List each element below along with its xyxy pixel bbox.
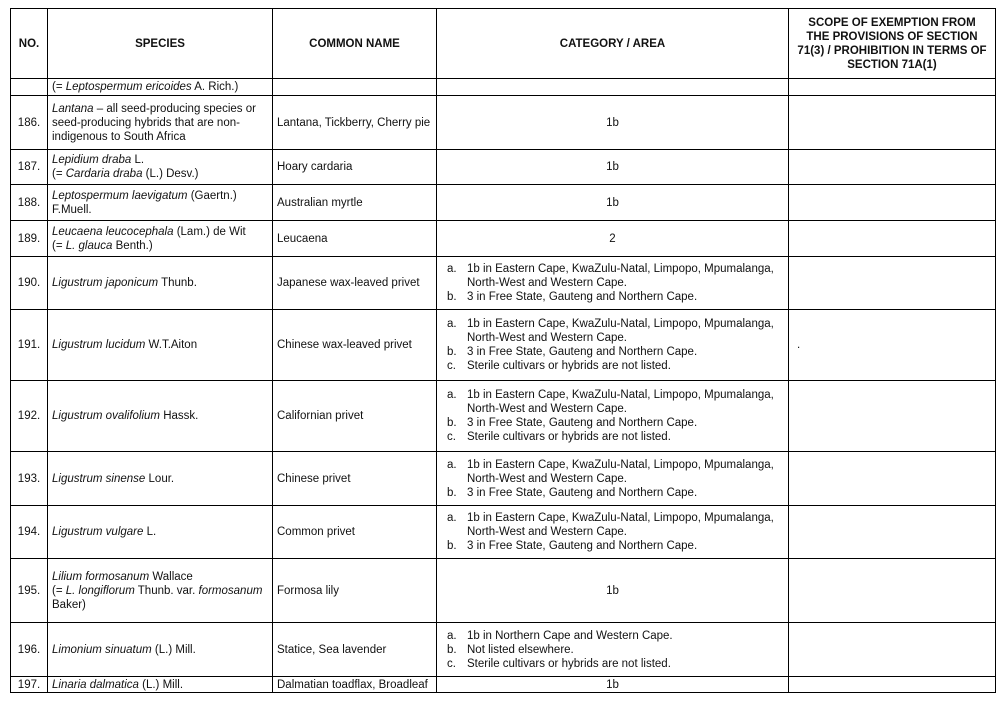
category-cell: a. 1b in Eastern Cape, KwaZulu-Natal, Limpopo, Mpumalanga, North-West and Western Cape. b. 3 in Free State, Gauteng and Northern Cape. xyxy=(437,257,789,310)
species-cell: Ligustrum ovalifolium Hassk. xyxy=(48,381,273,452)
header-scope xyxy=(789,9,996,79)
list-marker: a. xyxy=(447,263,457,275)
common-name-cell: Dalmatian toadflax, Broadleaf xyxy=(273,677,437,693)
common-name-cell: Japanese wax-leaved privet xyxy=(273,257,437,310)
category-cell: 1b xyxy=(437,677,789,693)
common-name-cell: Lantana, Tickberry, Cherry pie xyxy=(273,96,437,150)
species-cell: Leptospermum laevigatum (Gaertn.) F.Muell. xyxy=(48,185,273,221)
common-name-cell: Common privet xyxy=(273,506,437,559)
species-cell: Lantana – all seed-producing species or seed-producing hybrids that are non-indigenous to South Africa xyxy=(48,96,273,150)
list-marker: b. xyxy=(447,346,457,358)
table-row xyxy=(11,310,996,381)
scope-cell xyxy=(789,221,996,257)
row-number xyxy=(11,79,48,96)
species-cell: (= Leptospermum ericoides A. Rich.) xyxy=(48,79,273,96)
table-row xyxy=(11,677,996,693)
row-number: 195. xyxy=(11,559,48,623)
list-marker: a. xyxy=(447,389,457,401)
list-marker: a. xyxy=(447,512,457,524)
scope-cell xyxy=(789,185,996,221)
common-name-cell: Chinese privet xyxy=(273,452,437,506)
header-no: NO. xyxy=(11,9,48,79)
species-cell: Leucaena leucocephala (Lam.) de Wit (= L. glauca Benth.) xyxy=(48,221,273,257)
row-number: 187. xyxy=(11,150,48,185)
list-marker: c. xyxy=(447,431,456,443)
category-cell xyxy=(437,79,789,96)
header-common-name: COMMON NAME xyxy=(273,9,437,79)
species-cell: Limonium sinuatum (L.) Mill. xyxy=(48,623,273,677)
category-cell: 1b xyxy=(437,559,789,623)
header-scope-line-3: 71(3) / PROHIBITION IN TERMS OF xyxy=(797,44,987,57)
table-row xyxy=(11,559,996,623)
category-cell: 1b xyxy=(437,96,789,150)
row-number: 189. xyxy=(11,221,48,257)
common-name-cell: Hoary cardaria xyxy=(273,150,437,185)
scope-cell xyxy=(789,150,996,185)
scope-cell: . xyxy=(789,310,996,381)
scope-cell xyxy=(789,623,996,677)
table-row xyxy=(11,381,996,452)
common-name-cell xyxy=(273,79,437,96)
list-marker: c. xyxy=(447,657,456,670)
list-marker: b. xyxy=(447,486,457,499)
list-marker: b. xyxy=(447,417,457,429)
header-species: SPECIES xyxy=(48,9,273,79)
species-cell: Ligustrum japonicum Thunb. xyxy=(48,257,273,310)
scope-cell xyxy=(789,381,996,452)
category-cell: 1b xyxy=(437,150,789,185)
list-marker: b. xyxy=(447,540,457,552)
category-cell: a. 1b in Eastern Cape, KwaZulu-Natal, Limpopo, Mpumalanga, North-West and Western Cape. b. 3 in Free State, Gauteng and Northern Cape. xyxy=(437,506,789,559)
category-cell: 2 xyxy=(437,221,789,257)
table-row xyxy=(11,96,996,150)
scope-cell xyxy=(789,452,996,506)
row-number: 196. xyxy=(11,623,48,677)
table-row xyxy=(11,623,996,677)
common-name-cell: Chinese wax-leaved privet xyxy=(273,310,437,381)
scope-cell xyxy=(789,559,996,623)
list-marker: b. xyxy=(447,291,457,303)
category-cell: a. 1b in Northern Cape and Western Cape. b. Not listed elsewhere. c. Sterile cultivars or hybrids are not listed. xyxy=(437,623,789,677)
common-name-cell: Statice, Sea lavender xyxy=(273,623,437,677)
table-row xyxy=(11,221,996,257)
species-cell: Lepidium draba L. (= Cardaria draba (L.) Desv.) xyxy=(48,150,273,185)
common-name-cell: Leucaena xyxy=(273,221,437,257)
species-cell: Ligustrum sinense Lour. xyxy=(48,452,273,506)
row-number: 186. xyxy=(11,96,48,150)
scope-cell xyxy=(789,506,996,559)
list-marker: a. xyxy=(447,318,457,330)
list-marker: a. xyxy=(447,458,457,471)
scope-cell xyxy=(789,79,996,96)
species-cell: Linaria dalmatica (L.) Mill. xyxy=(48,677,273,693)
table-row xyxy=(11,452,996,506)
row-number: 188. xyxy=(11,185,48,221)
species-cell: Ligustrum vulgare L. xyxy=(48,506,273,559)
table-row xyxy=(11,185,996,221)
category-cell: a. 1b in Eastern Cape, KwaZulu-Natal, Limpopo, Mpumalanga, North-West and Western Cape. b. 3 in Free State, Gauteng and Northern Cape. c. Sterile cultivars or hybrids are not listed. xyxy=(437,310,789,381)
header-category: CATEGORY / AREA xyxy=(437,9,789,79)
category-cell: a. 1b in Eastern Cape, KwaZulu-Natal, Limpopo, Mpumalanga, North-West and Western Cape. b. 3 in Free State, Gauteng and Northern Cape. xyxy=(437,452,789,506)
row-number: 190. xyxy=(11,257,48,310)
list-marker: a. xyxy=(447,629,457,642)
row-number: 194. xyxy=(11,506,48,559)
row-number: 192. xyxy=(11,381,48,452)
list-marker: c. xyxy=(447,360,456,372)
header-scope-line-1: SCOPE OF EXEMPTION FROM xyxy=(808,16,976,29)
category-cell: a. 1b in Eastern Cape, KwaZulu-Natal, Limpopo, Mpumalanga, North-West and Western Cape. b. 3 in Free State, Gauteng and Northern Cape. c. Sterile cultivars or hybrids are not listed. xyxy=(437,381,789,452)
table-row xyxy=(11,257,996,310)
list-marker: b. xyxy=(447,643,457,656)
table-row xyxy=(11,150,996,185)
scope-cell xyxy=(789,677,996,693)
table-row-continuation xyxy=(11,79,996,96)
scope-cell xyxy=(789,96,996,150)
header-row xyxy=(11,9,996,79)
row-number: 191. xyxy=(11,310,48,381)
common-name-cell: Formosa lily xyxy=(273,559,437,623)
row-number: 197. xyxy=(11,677,48,693)
common-name-cell: Australian myrtle xyxy=(273,185,437,221)
header-scope-line-4: SECTION 71A(1) xyxy=(847,58,937,71)
species-table xyxy=(10,8,996,693)
row-number: 193. xyxy=(11,452,48,506)
species-cell: Ligustrum lucidum W.T.Aiton xyxy=(48,310,273,381)
header-scope-line-2: THE PROVISIONS OF SECTION xyxy=(806,30,978,43)
category-cell: 1b xyxy=(437,185,789,221)
species-cell: Lilium formosanum Wallace (= L. longiflorum Thunb. var. formosanum Baker) xyxy=(48,559,273,623)
table-row xyxy=(11,506,996,559)
common-name-cell: Californian privet xyxy=(273,381,437,452)
scope-cell xyxy=(789,257,996,310)
